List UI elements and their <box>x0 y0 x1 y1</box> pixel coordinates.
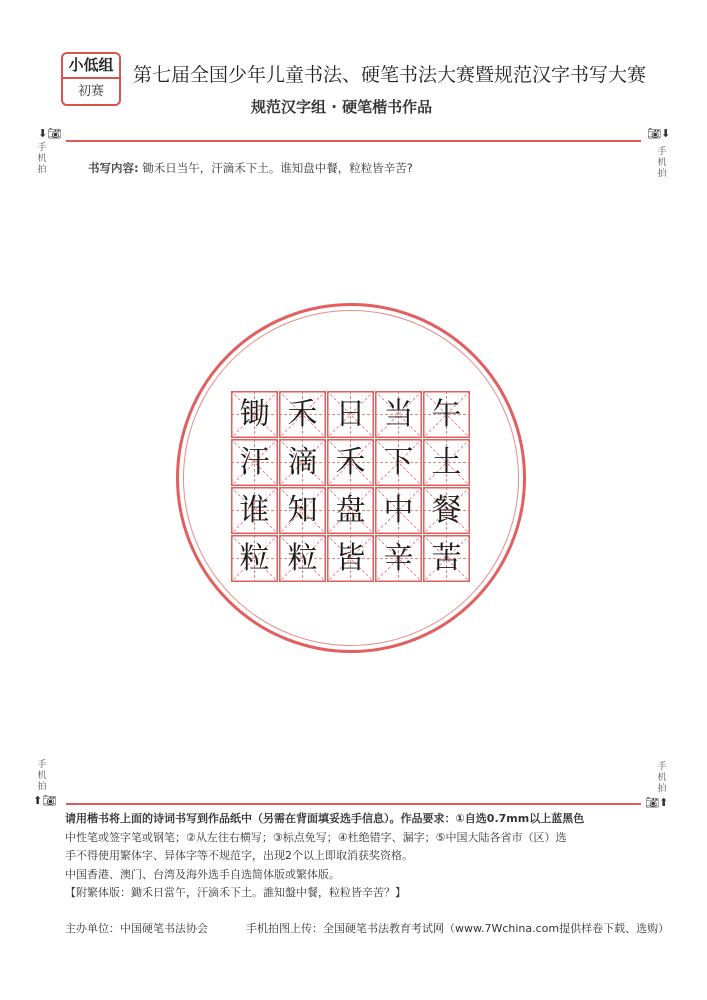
instructions-line-3: 手不得使用繁体字、异体字等不规范字，出现2个以上即取消获奖资格。 <box>65 849 413 862</box>
grid-cell <box>231 487 278 534</box>
grid-cell <box>279 487 326 534</box>
writing-content <box>88 160 413 176</box>
camera-icon: 📷︎ <box>42 794 57 807</box>
grid-cell <box>375 535 422 582</box>
grid-character: 粒 <box>287 541 318 576</box>
instructions-line-5: 【附繁体版：鋤禾日當午，汗滴禾下土。誰知盤中餐，粒粒皆辛苦？】 <box>65 886 406 899</box>
up-arrow-icon: ⬆ <box>658 796 669 809</box>
grid-character: 禾 <box>335 445 366 480</box>
grid-cell <box>231 535 278 582</box>
instructions-line-1: 请用楷书将上面的诗词书写到作品纸中（另需在背面填妥选手信息）。作品要求：①自选0.7mm以上蓝黑色 <box>65 812 585 825</box>
camera-icon: 📷︎ <box>647 127 661 140</box>
group-label: 小低组 <box>63 54 119 79</box>
phone-char-2: 机 <box>657 773 667 783</box>
grid-cell <box>231 391 278 438</box>
down-arrow-icon: ⬇ <box>38 127 48 140</box>
grid-character: 粒 <box>239 541 270 576</box>
grid-character: 谁 <box>239 493 270 528</box>
grid-character: 盘 <box>335 493 366 528</box>
phone-char-1: 手 <box>37 143 47 153</box>
phone-char-2: 机 <box>37 771 47 781</box>
instructions-line-2: 中性笔或签字笔或钢笔；②从左往右横写；③标点免写；④杜绝错字、漏字；⑤中国大陆各省市（区）选 <box>65 830 567 844</box>
top-left-camera-mark <box>38 127 61 140</box>
grid-cell <box>375 487 422 534</box>
phone-char-2: 机 <box>657 158 667 168</box>
grid-character: 中 <box>383 493 414 528</box>
down-arrow-icon: ⬇ <box>660 127 671 140</box>
grid-cell <box>279 535 326 582</box>
upload-info: 手机拍图上传：全国硬笔书法教育考试网（www.7Wchina.com提供样卷下载、选购） <box>246 922 670 935</box>
phone-char-3: 拍 <box>657 169 667 179</box>
page-subtitle: 规范汉字组 · 硬笔楷书作品 <box>251 98 433 116</box>
top-left-phone-label <box>37 143 47 176</box>
grid-cell <box>423 535 470 582</box>
top-right-phone-label <box>657 147 667 180</box>
grid-cell <box>423 487 470 534</box>
grid-character: 苦 <box>431 541 462 576</box>
grid-character: 锄 <box>239 397 270 432</box>
group-badge <box>61 52 121 106</box>
grid-cell <box>327 439 374 486</box>
grid-character: 汗 <box>239 445 270 480</box>
phone-char-3: 拍 <box>37 165 47 175</box>
grid-cell <box>327 535 374 582</box>
grid-cell <box>279 391 326 438</box>
grid-character: 知 <box>287 493 318 528</box>
phone-char-3: 拍 <box>37 782 47 792</box>
organizer: 主办单位：中国硬笔书法协会 <box>65 922 208 935</box>
phone-char-1: 手 <box>657 147 667 157</box>
bottom-left-camera-mark <box>33 794 56 807</box>
grid-cell <box>423 439 470 486</box>
grid-character: 辛 <box>383 541 414 576</box>
grid-character: 日 <box>335 397 366 432</box>
writing-content-label: 书写内容: <box>88 161 139 175</box>
grid-cell <box>375 391 422 438</box>
phone-char-1: 手 <box>657 762 667 772</box>
phone-char-2: 机 <box>37 154 47 164</box>
grid-cell <box>375 439 422 486</box>
phone-char-1: 手 <box>37 760 47 770</box>
bottom-right-phone-label <box>657 762 667 795</box>
page-title: 第七届全国少年儿童书法、硬笔书法大赛暨规范汉字书写大赛 <box>133 64 647 86</box>
grid-character: 下 <box>383 445 414 480</box>
stage-label: 初赛 <box>77 84 104 99</box>
instructions-line-4: 中国香港、澳门、台湾及海外选手自选简体版或繁体版。 <box>65 867 340 881</box>
bottom-left-phone-label <box>37 760 47 793</box>
bottom-right-camera-mark <box>645 796 668 809</box>
grid-character: 午 <box>431 397 462 432</box>
writing-content-text: 锄禾日当午，汗滴禾下土。谁知盘中餐，粒粒皆辛苦? <box>142 161 413 175</box>
grid-character: 土 <box>431 445 462 480</box>
grid-cell <box>279 439 326 486</box>
grid-character: 当 <box>383 397 414 432</box>
grid-cell <box>423 391 470 438</box>
top-divider <box>66 140 641 142</box>
grid-cell <box>231 439 278 486</box>
bottom-divider <box>66 803 641 805</box>
grid-character: 禾 <box>287 397 318 432</box>
grid-character: 皆 <box>335 541 366 576</box>
camera-icon: 📷︎ <box>47 127 62 140</box>
grid-cell <box>327 487 374 534</box>
grid-character: 餐 <box>431 493 462 528</box>
writing-grid <box>231 391 470 583</box>
camera-icon: 📷︎ <box>645 796 659 809</box>
grid-cell <box>327 391 374 438</box>
top-right-camera-mark <box>647 127 670 140</box>
up-arrow-icon: ⬆ <box>33 794 43 807</box>
instructions <box>65 810 645 903</box>
phone-char-3: 拍 <box>657 784 667 794</box>
grid-character: 滴 <box>287 445 318 480</box>
